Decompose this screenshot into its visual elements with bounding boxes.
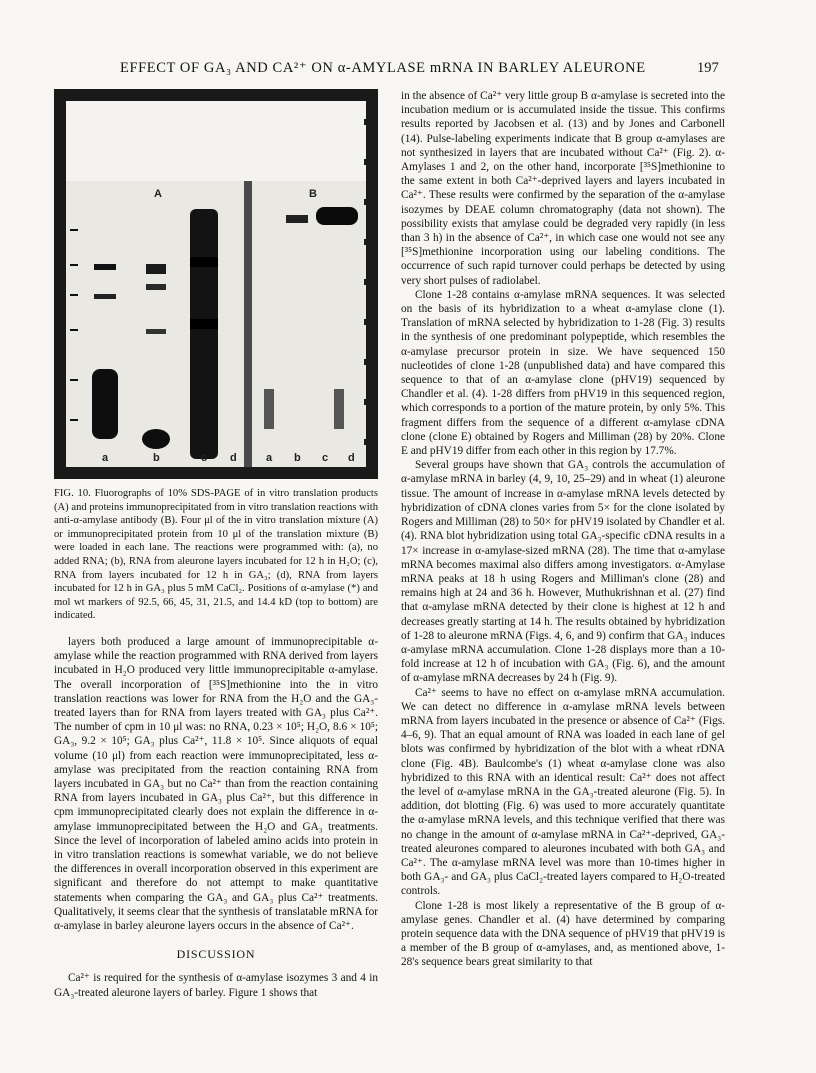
figure-caption: FIG. 10. Fluorographs of 10% SDS-PAGE of in vitro translation products (A) and proteins immunoprecipitated from in vitro translation reactions with anti-α-amylase antibody (B). Four μl of the in vitro translation mixture (A) or immunoprecipitated protein from 10 μl of the translation mixture (B) were loaded in each lane. The reactions were programmed with: (a), no added RNA; (b), RNA from aleurone layers incubated for 12 h in H₂O; (c), RNA from layers incubated for 12 h in GA₃; (d), RNA from layers incubated for 12 h in GA₃ plus 5 mM CaCl₂. Positions of α-amylase (*) and mol wt markers of 92.5, 66, 45, 31, 21.5, and 14.4 kD (top to bottom) are indicated. [54, 488, 378, 622]
perforation [364, 239, 370, 245]
perforation [364, 199, 370, 205]
marker-tick [70, 329, 78, 331]
left-column [54, 89, 378, 1000]
band [190, 257, 218, 267]
perforation [364, 159, 370, 165]
figure-10-fluorograph [54, 89, 378, 479]
band-smear [142, 429, 170, 449]
paragraph: Several groups have shown that GA₃ controls the accumulation of α-amylase mRNA in barley (4, 9, 10, 25–29) and in wheat (1) aleurone tissue. The amount of increase in α-amylase mRNA levels detected by hybridization of cDNA clones varies from 5× for the clone isolated by Rogers and Milliman (28) to 50× for pHV19 isolated by Chandler et al. (4). RNA blot hybridization using total GA₃-specific cDNA results in a 17× increase in α-amylase-sized mRNA (28). The time that α-amylase mRNA becomes maximal also differs among investigators. α-Amylase mRNA peaks at 18 h using Rogers and Milliman's clone (28) and remains high at 24 and 36 h. However, Muthukrishnan et al. (27) find that α-amylase mRNA detected by their clone is highest at 12 h and decreases greatly starting at 14 h. The results obtained by hybridization of 1-28 to aleurone mRNA (Figs. 4, 6, and 9) confirm that GA₃ induces α-amylase mRNA accumulation. Clone 1-28 displays more than a 10-fold increase at 12 h of incubation with GA₃ (Fig. 6), and the amount of α-amylase mRNA decreases by 24 h (Fig. 9). [401, 459, 725, 685]
perforation [364, 399, 370, 405]
band-smear [264, 389, 274, 429]
lane-label: d [348, 452, 355, 464]
band [190, 319, 218, 329]
marker-tick [70, 294, 78, 296]
panel-divider [244, 181, 252, 467]
perforation [364, 359, 370, 365]
band [94, 294, 116, 299]
band [146, 329, 166, 334]
marker-tick [70, 229, 78, 231]
perforation [364, 279, 370, 285]
lane-label: c [201, 452, 208, 464]
lane-label: a [266, 452, 273, 464]
paragraph: in the absence of Ca²⁺ very little group B α-amylase is secreted into the incubation medium or is accumulated inside the tissue. This confirms results reported by Jacobsen et al. (13) and by Jones and Carbonell (14). Pulse-labeling experiments indicate that B group α-amylases are not synthesized in layers that are incubated without Ca²⁺ (Fig. 2). α-Amylases 1 and 2, on the other hand, incorporate [³⁵S]methionine to the same extent in both Ca²⁺-deprived layers and layers incubated in Ca²⁺. These results were confirmed by the separation of the α-amylase isozymes by DEAE column chromatography (data not shown). The possibility exists that amylase could be degraded very rapidly (in less than 3 h) in the absence of Ca²⁺, in which case one would not see any [³⁵S]methionine incorporation using our labeling conditions. The occurrence of such rapid turnover could perhaps be detected by using very short pulses of radiolabel. [401, 90, 725, 287]
lane-label: d [230, 452, 237, 464]
paragraph: Ca²⁺ seems to have no effect on α-amylase mRNA accumulation. We can detect no difference in α-amylase mRNA levels between mRNA from layers incubated in the presence or absence of Ca²⁺ (Figs. 4–6, 9). That an equal amount of RNA was loaded in each lane of gel blots was confirmed by hybridization of the blot with a wheat rDNA clone (Fig. 4B). Baulcombe's (1) wheat α-amylase clone was also hybridized to this RNA with an identical result: Ca²⁺ does not affect the level of α-amylase mRNA in the GA₃-treated aleurone (Fig. 5). In addition, dot blotting (Fig. 6) was used to more accurately quantitate the α-amylase mRNA levels, and this technique verified that there was no change in the amount of α-amylase mRNA in Ca²⁺-deprived, GA₃-treated aleurones compared to aleurones incubated with both GA₃ and Ca²⁺. The α-amylase mRNA level was more than 10-times higher in both GA₃- and GA₃ plus CaCl₂-treated layers compared to H₂O-treated controls. [401, 686, 725, 898]
band [146, 284, 166, 290]
paragraph: Clone 1-28 is most likely a representative of the B group of α-amylase genes. Chandler et al. (4) have determined by comparing protein sequence data with the DNA sequence of pHV19 that pHV19 is a member of the B group of α-amylases, and, as mentioned above, 1-28's sequence bears great similarity to that [401, 899, 725, 969]
right-column [401, 89, 725, 970]
panel-b-label: B [309, 188, 317, 200]
band-smear [92, 369, 118, 439]
marker-tick [70, 419, 78, 421]
lane-label: b [294, 452, 301, 464]
band [316, 207, 358, 225]
lane-label: a [102, 452, 109, 464]
band [146, 264, 166, 274]
marker-tick [70, 264, 78, 266]
band-smear [190, 209, 218, 459]
panel-a-label: A [154, 188, 162, 200]
gel-panel-top-clear [66, 101, 366, 181]
running-title: EFFECT OF GA₃ AND CA²⁺ ON α-AMYLASE mRNA IN BARLEY ALEURONE [120, 60, 646, 76]
section-heading: DISCUSSION [176, 947, 256, 962]
lane-label: c [322, 452, 329, 464]
lane-label: b [153, 452, 160, 464]
paragraph: Clone 1-28 contains α-amylase mRNA sequences. It was selected on the basis of its hybridization to a wheat α-amylase clone (1). Translation of mRNA selected by hybridization to 1-28 (Fig. 3) results in the synthesis of one predominant polypeptide, which resembles the α-amylase precursor protein in size. We have sequenced 150 nucleotides of clone 1-28 (unpublished data) and have compared this sequence to that of an α-amylase clone (pHV19) sequenced by Chandler et al. (4). 1-28 differs from pHV19 in this sequenced region, which corresponds to a portion of the mature protein, by only 5%. This fragment differs from the sequence of a different α-amylase cDNA clone (clone E) obtained by Rogers and Milliman (28) by 20%. Clone E and pHV19 differ from each other in this region by 17.7%. [401, 288, 725, 458]
fluorograph-image [54, 89, 378, 479]
perforation [364, 319, 370, 325]
perforation [364, 119, 370, 125]
marker-tick [70, 379, 78, 381]
page-number: 197 [697, 60, 719, 76]
band [286, 215, 308, 223]
paragraph: layers both produced a large amount of immunoprecipitable α-amylase while the reaction programmed with RNA derived from layers incubated in H₂O produced very little immunoprecipitable α-amylase. The overall incorporation of [³⁵S]methionine into the in vitro translation reactions was lower for RNA from the H₂O and the GA₃-treated layers than for RNA from layers treated with GA₃ plus Ca²⁺. The number of cpm in 10 μl was: no RNA, 0.23 × 10⁵; H₂O, 8.6 × 10⁵; GA₃, 9.2 × 10⁵; GA₃ plus Ca²⁺, 11.8 × 10⁵. Since aliquots of equal volume (10 μl) from each reaction were immunoprecipitated, less α-amylase was precipitated from the reaction containing RNA from layers incubated in GA₃ but no Ca²⁺ than from the reaction containing RNA from layers incubated in GA₃ plus Ca²⁺, but this difference in cpm immunoprecipitated clearly does not explain the difference in α-amylase immunoprecipitated between the H₂O and GA₃ treatments. Since the level of incorporation of labeled amino acids into protein in in vitro translation reactions is somewhat variable, we do not believe the differences in overall incorporation observed in this experiment are significant and therefore do not attempt to make quantitative statements when comparing the GA₃ and GA₃ plus Ca²⁺ treatments. Qualitatively, it seems clear that the synthesis of translatable mRNA for α-amylase in barley aleurone layers occurs in the absence of Ca²⁺. [54, 635, 378, 932]
perforation [364, 439, 370, 445]
paragraph: Ca²⁺ is required for the synthesis of α-amylase isozymes 3 and 4 in GA₃-treated aleurone layers of barley. Figure 1 shows that [54, 972, 378, 999]
band [94, 264, 116, 270]
band-smear [334, 389, 344, 429]
